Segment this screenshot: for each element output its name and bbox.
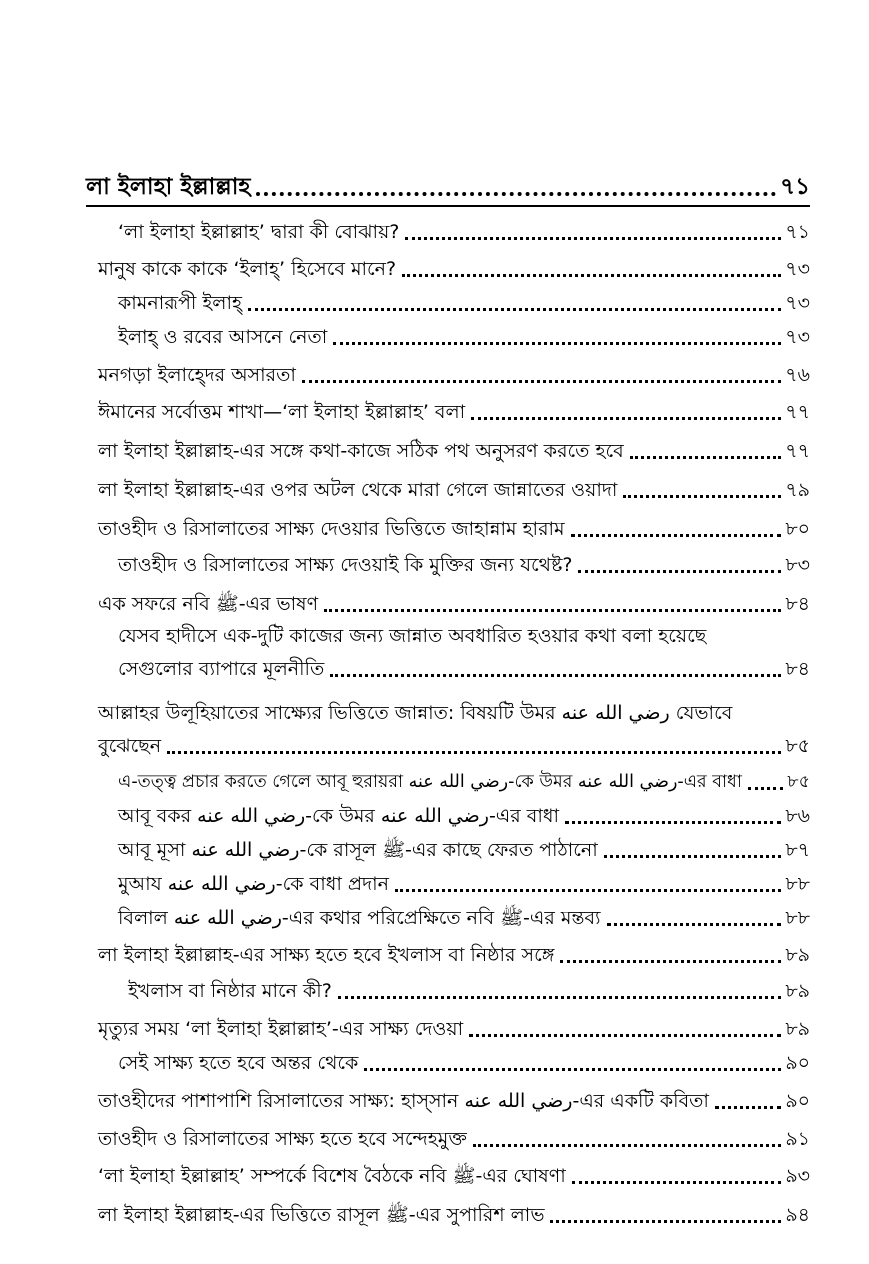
dot-leader	[578, 564, 781, 573]
toc-entry	[98, 1126, 810, 1152]
toc-entry	[98, 438, 810, 464]
toc-entry-title: লা ইলাহা ইল্লাল্লাহ-এর সঙ্গে কথা-কাজে সঠিক পথ অনুসরণ করতে হবে	[98, 440, 624, 462]
dot-leader	[338, 990, 782, 999]
toc-entry	[98, 477, 810, 503]
dot-leader	[748, 781, 783, 790]
toc-main-title: লা ইলাহা ইল্লাল্লাহ	[86, 174, 251, 200]
dot-leader	[471, 411, 781, 420]
toc-entry-page: ৮৯	[785, 980, 810, 1002]
toc-entry-page: ৮৮	[785, 873, 810, 895]
dot-leader	[402, 268, 781, 277]
toc-entry-title: ইলাহ্ ও রবের আসনে নেতা	[118, 326, 328, 348]
toc-entry-page: ৭৬	[785, 364, 810, 386]
toc-entry	[118, 871, 810, 897]
dot-leader	[248, 302, 781, 311]
toc-entry	[98, 256, 810, 282]
toc-entry-title: এ-তত্ত্ব প্রচার করতে গেলে আবূ হুরায়রা رضي الله عنه-কে উমর رضي الله عنه-এর বাধা	[118, 772, 742, 792]
toc-entry-title: যেসব হাদীসে এক-দুটি কাজের জন্য জান্নাত অবধারিত হওয়ার কথা বলা হয়েছে	[118, 625, 707, 647]
dot-leader	[330, 668, 781, 677]
toc-entry	[98, 733, 810, 759]
toc-entry-title: আবূ মূসা رضي الله عنه-কে রাসূল ﷺ-এর কাছে ফেরত পাঠানো	[118, 839, 598, 861]
toc-entry	[98, 1163, 810, 1189]
dot-leader	[560, 954, 781, 963]
toc-entry-title: লা ইলাহা ইল্লাল্লাহ-এর সাক্ষ্য হতে হবে ইখলাস বা নিষ্ঠার সঙ্গে	[98, 944, 555, 966]
toc-main-heading	[86, 172, 810, 202]
toc-entry	[98, 1088, 810, 1114]
toc-entry	[98, 1202, 810, 1228]
dot-leader	[405, 231, 781, 240]
toc-entry-page: ৮৫	[785, 735, 810, 757]
dot-leader	[469, 1028, 781, 1037]
toc-entry-title: বিলাল رضي الله عنه-এর কথার পরিপ্রেক্ষিতে নবি ﷺ-এর মন্তব্য	[118, 907, 601, 929]
dot-leader	[604, 849, 782, 858]
toc-entry	[118, 552, 810, 578]
toc-entry-page: ৯০	[785, 1090, 810, 1112]
toc-entry-page: ৭৯	[785, 479, 810, 501]
toc-entry-title: সেগুলোর ব্যাপারে মূলনীতি	[118, 658, 325, 680]
dot-leader	[302, 374, 781, 383]
toc-entry	[118, 656, 810, 682]
toc-entry-title: কামনারূপী ইলাহ্	[118, 292, 242, 314]
toc-entry-title: আল্লাহর উলূহিয়াতের সাক্ষ্যের ভিত্তিতে জান্নাত: বিষয়টি উমর رضي الله عنه যেভাবে	[98, 702, 733, 724]
toc-entry-title: তাওহীদ ও রিসালাতের সাক্ষ্য হতে হবে সন্দেহমুক্ত	[98, 1128, 467, 1150]
dot-leader	[630, 450, 782, 459]
toc-entry	[118, 837, 810, 863]
toc-entry-page: ৭৩	[785, 292, 810, 314]
dot-leader	[473, 1138, 782, 1147]
toc-entry	[98, 362, 810, 388]
toc-entry-title: আবূ বকর رضي الله عنه-কে উমর رضي الله عنه-এর বাধা	[118, 805, 559, 827]
toc-entry-page: ৯০	[785, 1052, 810, 1074]
toc-entry-title: তাওহীদ ও রিসালাতের সাক্ষ্য দেওয়াই কি মুক্তির জন্য যথেষ্ট?	[118, 554, 573, 576]
toc-entry-title: ‘লা ইলাহা ইল্লাল্লাহ’ দ্বারা কী বোঝায়?	[118, 221, 400, 243]
toc-entry-page: ৭১	[785, 221, 810, 243]
dot-leader	[256, 186, 776, 196]
toc-entry-page: ৮৬	[785, 805, 810, 827]
toc-entry	[98, 516, 810, 542]
toc-entry	[98, 942, 810, 968]
toc-entry-title: তাওহীদের পাশাপাশি রিসালাতের সাক্ষ্য: হাস্সান رضي الله عنه-এর একটি কবিতা	[98, 1090, 709, 1112]
toc-entry	[118, 623, 810, 649]
toc-entry	[98, 1016, 810, 1042]
toc-entry	[118, 1050, 810, 1076]
dot-leader	[167, 745, 781, 754]
toc-entry-page: ৯৪	[785, 1204, 810, 1226]
dot-leader	[607, 917, 782, 926]
toc-entry-page: ৯৩	[785, 1165, 810, 1187]
toc-entry	[98, 399, 810, 425]
dot-leader	[324, 603, 781, 612]
toc-entry-page: ৮৪	[785, 658, 810, 680]
toc-entry-page: ৮০	[785, 518, 810, 540]
toc-entry-title: মানুষ কাকে কাকে ‘ইলাহ্’ হিসেবে মানে?	[98, 258, 397, 280]
toc-entry-page: ৭৩	[785, 258, 810, 280]
dot-leader	[572, 1175, 782, 1184]
toc-main-page: ৭১	[780, 174, 810, 200]
toc-entry-page: ৮৯	[785, 1018, 810, 1040]
dot-leader	[550, 1214, 781, 1223]
toc-entry-page: ৭৭	[785, 440, 810, 462]
dot-leader	[395, 883, 781, 892]
toc-entry	[118, 769, 810, 795]
dot-leader	[571, 528, 782, 537]
toc-entry-title: ইখলাস বা নিষ্ঠার মানে কী?	[128, 980, 332, 1002]
toc-entry-title: লা ইলাহা ইল্লাল্লাহ-এর ওপর অটল থেকে মারা গেলে জান্নাতের ওয়াদা	[98, 479, 618, 501]
toc-entry	[118, 290, 810, 316]
toc-entry-title: এক সফরে নবি ﷺ-এর ভাষণ	[98, 593, 319, 615]
toc-entry	[128, 978, 810, 1004]
dot-leader	[364, 1062, 781, 1071]
toc-entry-page: ৭৩	[785, 326, 810, 348]
toc-entry-title: লা ইলাহা ইল্লাল্লাহ-এর ভিত্তিতে রাসূল ﷺ-এর সুপারিশ লাভ	[98, 1204, 545, 1226]
toc-entry-page: ৮৩	[785, 554, 810, 576]
heading-divider	[86, 205, 810, 207]
toc-entry	[118, 219, 810, 245]
toc-entry-title: তাওহীদ ও রিসালাতের সাক্ষ্য দেওয়ার ভিত্তিতে জাহান্নাম হারাম	[98, 518, 565, 540]
toc-entry-title: মনগড়া ইলাহ্দের অসারতা	[98, 364, 296, 386]
toc-entry-title: বুঝেছেন	[98, 735, 162, 757]
toc-entry-page: ৮৭	[785, 839, 810, 861]
toc-entry-title: ঈমানের সর্বোত্তম শাখা—‘লা ইলাহা ইল্লাল্লাহ’ বলা	[98, 401, 466, 423]
toc-entry	[98, 591, 810, 617]
toc-entry-title: মুআয رضي الله عنه-কে বাধা প্রদান	[118, 873, 389, 895]
toc-entry-page: ৮৯	[785, 944, 810, 966]
dot-leader	[565, 815, 781, 824]
toc-entry	[118, 803, 810, 829]
toc-entry	[98, 700, 810, 726]
toc-entry-page: ৮৮	[785, 907, 810, 929]
toc-entry-title: মৃত্যুর সময় ‘লা ইলাহা ইল্লাল্লাহ’-এর সাক্ষ্য দেওয়া	[98, 1018, 464, 1040]
dot-leader	[333, 336, 781, 345]
toc-entry-page: ৯১	[785, 1128, 810, 1150]
toc-entry-page: ৭৭	[785, 401, 810, 423]
toc-entry-page: ৮৪	[785, 593, 810, 615]
dot-leader	[623, 489, 781, 498]
dot-leader	[715, 1100, 781, 1109]
toc-entry	[118, 905, 810, 931]
toc-entry-title: ‘লা ইলাহা ইল্লাল্লাহ’ সম্পর্কে বিশেষ বৈঠকে নবি ﷺ-এর ঘোষণা	[98, 1165, 566, 1187]
toc-entry	[118, 324, 810, 350]
toc-entry-page: ৮৫	[787, 772, 810, 792]
toc-entry-title: সেই সাক্ষ্য হতে হবে অন্তর থেকে	[118, 1052, 359, 1074]
